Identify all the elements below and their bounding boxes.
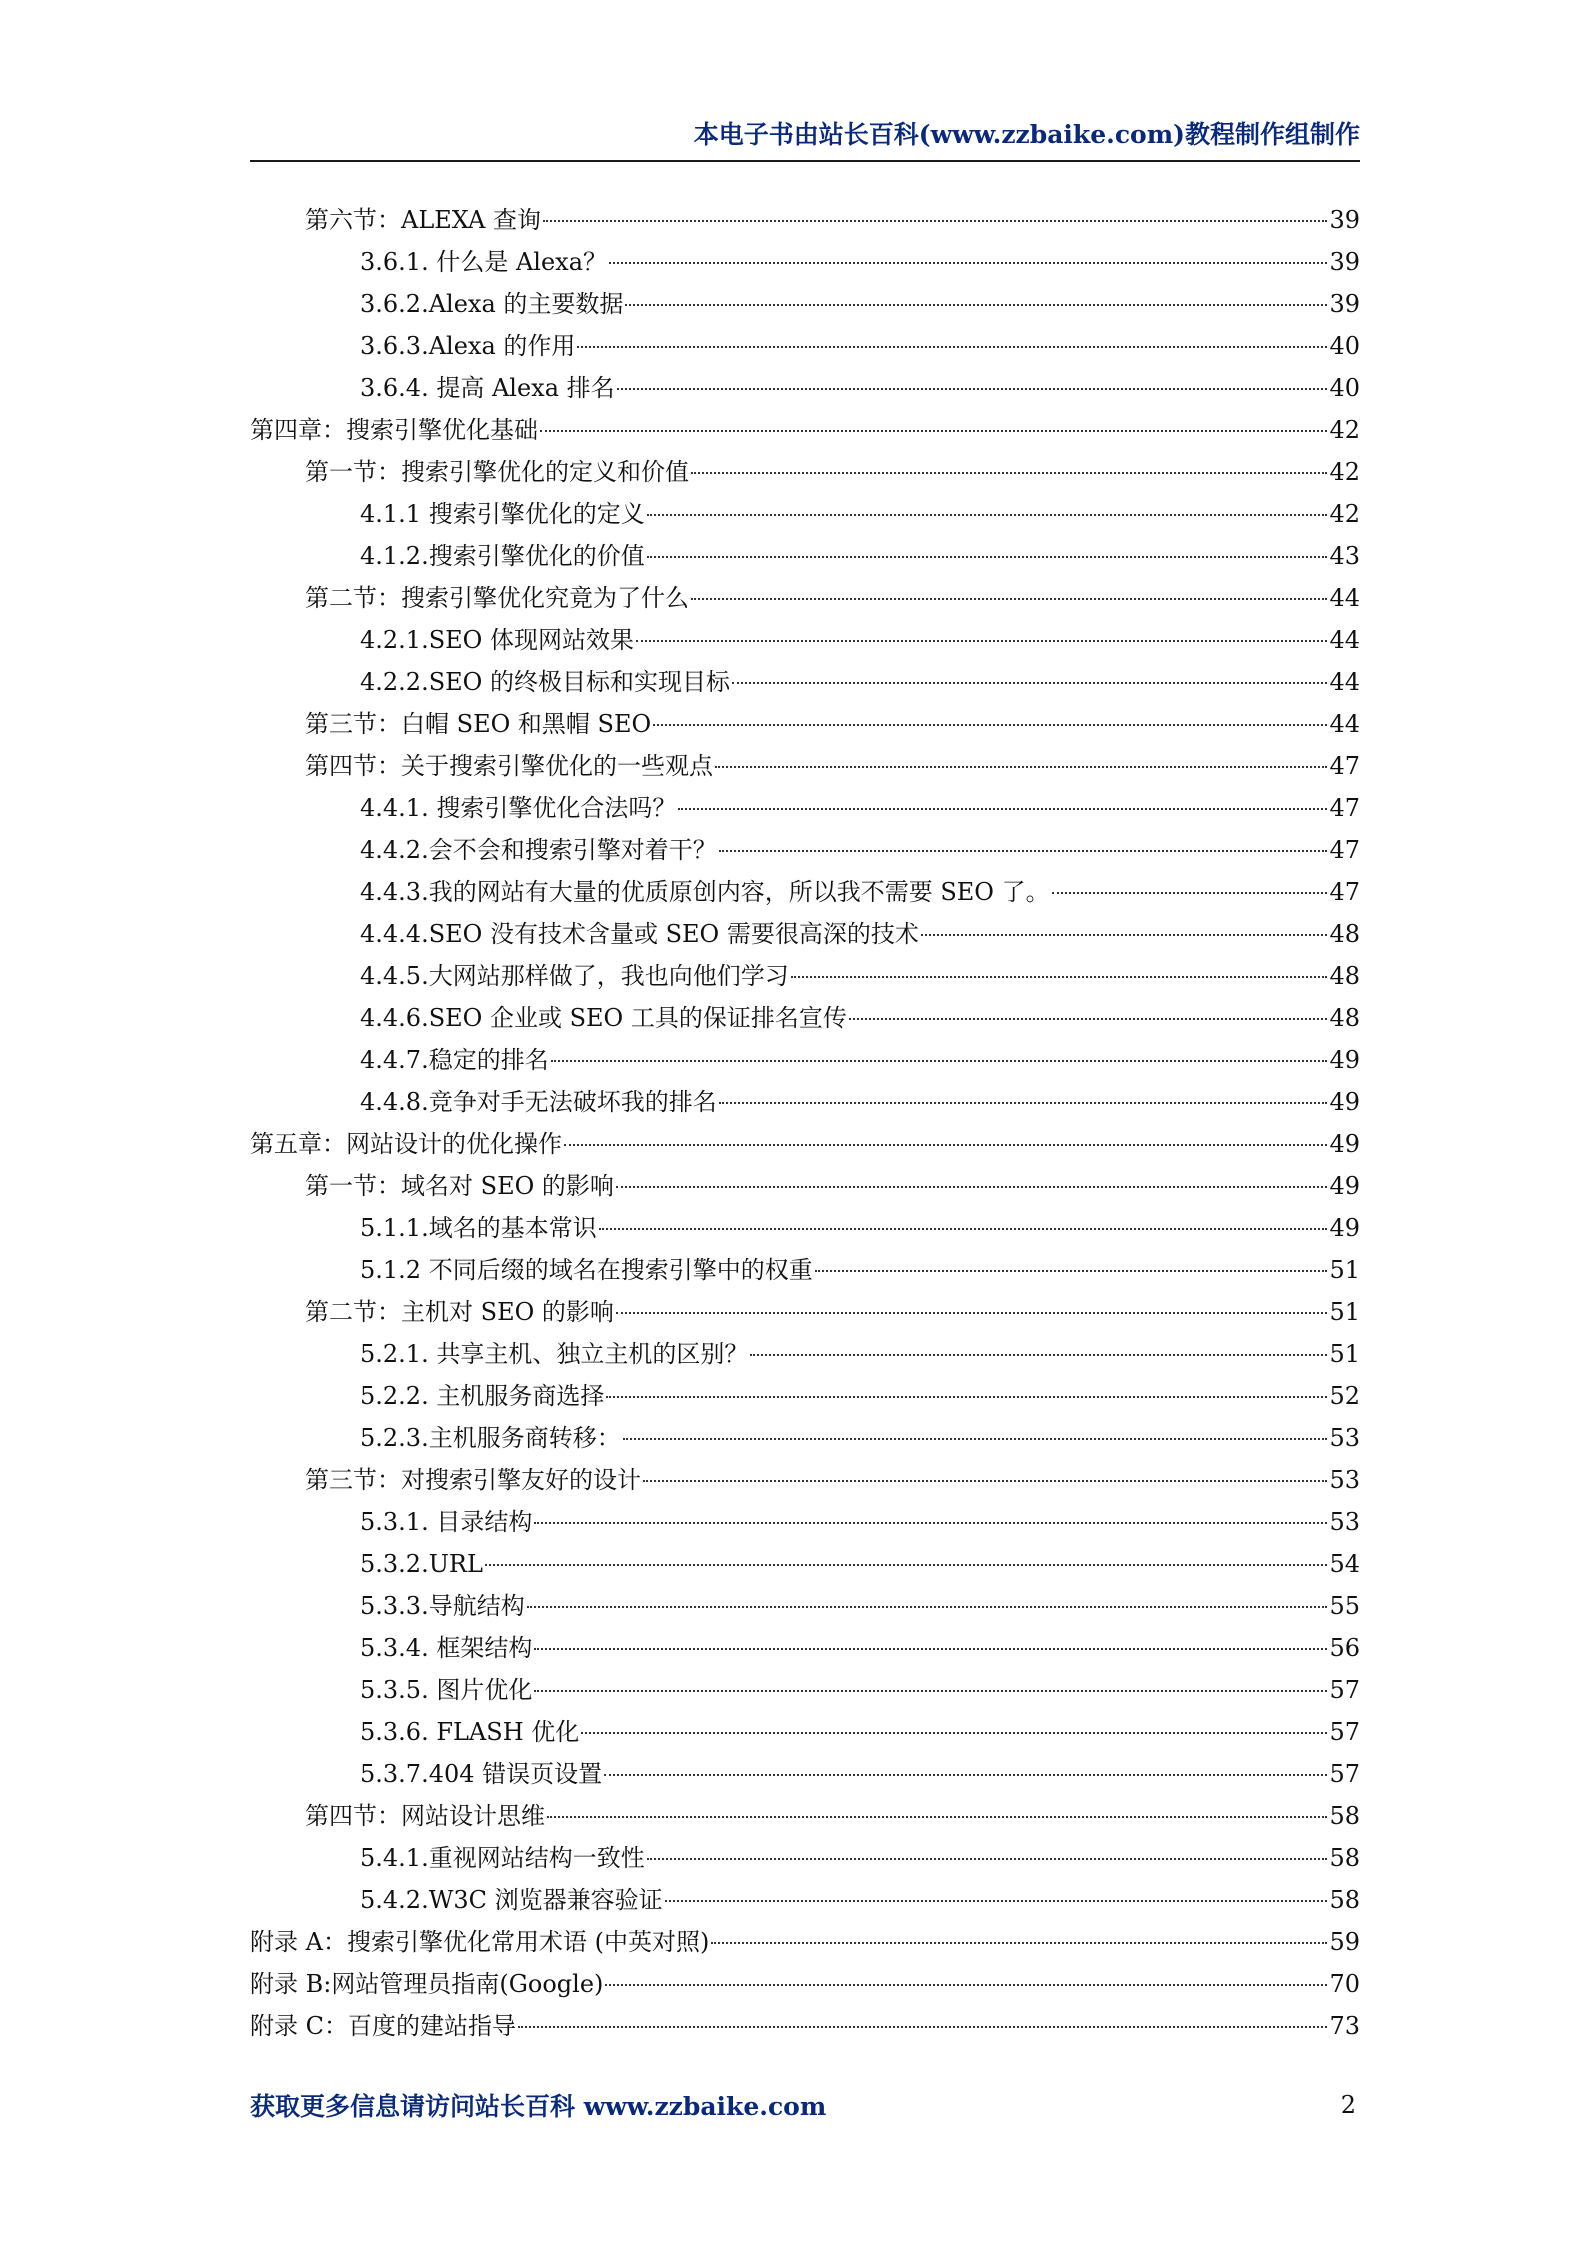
toc-entry-page: 57 [1329, 1718, 1360, 1746]
toc-dot-leader [617, 388, 1328, 390]
header-text: 本电子书由站长百科(www.zzbaike.com)教程制作组制作 [693, 120, 1360, 149]
toc-dot-leader [577, 346, 1327, 348]
toc-entry-title: 5.1.1.域名的基本常识 [360, 1214, 597, 1242]
toc-entry-page: 53 [1329, 1466, 1360, 1494]
toc-entry-title: 第四节：网站设计思维 [305, 1802, 545, 1830]
toc-dot-leader [643, 1480, 1327, 1482]
toc-entry[interactable] [250, 241, 1360, 283]
toc-dot-leader [605, 1984, 1327, 1986]
toc-dot-leader [551, 1060, 1328, 1062]
toc-entry-title: 5.3.3.导航结构 [360, 1592, 525, 1620]
toc-entry-title: 4.4.6.SEO 企业或 SEO 工具的保证排名宣传 [360, 1004, 847, 1032]
toc-entry[interactable] [250, 1249, 1360, 1291]
toc-entry-page: 49 [1329, 1214, 1360, 1242]
toc-entry-title: 第六节：ALEXA 查询 [305, 206, 541, 234]
toc-entry[interactable] [250, 1375, 1360, 1417]
toc-entry[interactable] [250, 619, 1360, 661]
toc-entry-title: 附录 C：百度的建站指导 [250, 2012, 516, 2040]
toc-entry[interactable] [250, 409, 1360, 451]
toc-dot-leader [534, 1648, 1327, 1650]
toc-entry-page: 47 [1329, 836, 1360, 864]
table-of-contents [250, 199, 1360, 2047]
toc-entry-page: 47 [1329, 794, 1360, 822]
toc-entry[interactable] [250, 1039, 1360, 1081]
toc-dot-leader [518, 2026, 1327, 2028]
toc-entry-page: 48 [1329, 920, 1360, 948]
toc-entry-page: 44 [1329, 626, 1360, 654]
toc-entry[interactable] [250, 283, 1360, 325]
toc-entry-title: 5.3.1. 目录结构 [360, 1508, 533, 1536]
toc-entry-page: 39 [1329, 248, 1360, 276]
toc-entry-title: 第一节：域名对 SEO 的影响 [305, 1172, 614, 1200]
toc-dot-leader [616, 1312, 1328, 1314]
toc-entry-title: 3.6.2.Alexa 的主要数据 [360, 290, 624, 318]
toc-entry-page: 54 [1329, 1550, 1360, 1578]
toc-entry-title: 5.2.2. 主机服务商选择 [360, 1382, 605, 1410]
toc-entry-title: 5.3.2.URL [360, 1550, 483, 1578]
toc-entry-page: 42 [1329, 416, 1360, 444]
toc-entry[interactable] [250, 1585, 1360, 1627]
toc-entry[interactable] [250, 367, 1360, 409]
toc-entry[interactable] [250, 1207, 1360, 1249]
toc-dot-leader [599, 1228, 1328, 1230]
toc-dot-leader [647, 514, 1328, 516]
toc-entry[interactable] [250, 577, 1360, 619]
toc-entry-page: 53 [1329, 1508, 1360, 1536]
toc-entry[interactable] [250, 1333, 1360, 1375]
toc-dot-leader [750, 1354, 1327, 1356]
toc-entry[interactable] [250, 1627, 1360, 1669]
toc-entry-page: 42 [1329, 458, 1360, 486]
toc-entry[interactable] [250, 1795, 1360, 1837]
toc-dot-leader [849, 1018, 1328, 1020]
toc-dot-leader [647, 556, 1328, 558]
toc-dot-leader [1052, 892, 1328, 894]
toc-entry-page: 47 [1329, 878, 1360, 906]
toc-entry-title: 4.4.2.会不会和搜索引擎对着干？ [360, 836, 717, 864]
toc-entry[interactable] [250, 1921, 1360, 1963]
toc-entry-page: 40 [1329, 374, 1360, 402]
toc-entry-title: 5.2.1. 共享主机、独立主机的区别？ [360, 1340, 749, 1368]
toc-entry-title: 5.4.1.重视网站结构一致性 [360, 1844, 645, 1872]
toc-entry[interactable] [250, 2005, 1360, 2047]
toc-entry-title: 第三节：白帽 SEO 和黑帽 SEO [305, 710, 652, 738]
toc-dot-leader [609, 262, 1327, 264]
toc-entry-page: 53 [1329, 1424, 1360, 1452]
page-number: 2 [1340, 2091, 1356, 2119]
toc-entry-title: 5.3.6. FLASH 优化 [360, 1718, 580, 1746]
toc-entry[interactable] [250, 1669, 1360, 1711]
toc-entry-page: 70 [1329, 1970, 1360, 1998]
toc-entry[interactable] [250, 1543, 1360, 1585]
toc-dot-leader [606, 1396, 1327, 1398]
toc-entry[interactable] [250, 703, 1360, 745]
toc-entry-title: 第二节：搜索引擎优化究竟为了什么 [305, 584, 689, 612]
toc-dot-leader [665, 1900, 1328, 1902]
toc-entry-page: 40 [1329, 332, 1360, 360]
toc-entry-page: 51 [1329, 1340, 1360, 1368]
toc-dot-leader [653, 724, 1327, 726]
toc-entry-page: 58 [1329, 1844, 1360, 1872]
toc-entry[interactable] [250, 1753, 1360, 1795]
toc-entry[interactable] [250, 1963, 1360, 2005]
toc-dot-leader [616, 1186, 1328, 1188]
toc-dot-leader [815, 1270, 1328, 1272]
toc-entry-page: 39 [1329, 290, 1360, 318]
toc-entry-title: 4.4.4.SEO 没有技术含量或 SEO 需要很高深的技术 [360, 920, 919, 948]
toc-entry-page: 51 [1329, 1256, 1360, 1284]
toc-entry[interactable] [250, 871, 1360, 913]
toc-dot-leader [625, 304, 1327, 306]
toc-entry-title: 4.2.1.SEO 体现网站效果 [360, 626, 634, 654]
toc-entry-page: 49 [1329, 1172, 1360, 1200]
toc-entry[interactable] [250, 913, 1360, 955]
page-header [250, 120, 1360, 162]
toc-entry[interactable] [250, 787, 1360, 829]
toc-entry-title: 5.3.5. 图片优化 [360, 1676, 533, 1704]
toc-entry-title: 4.4.7.稳定的排名 [360, 1046, 549, 1074]
toc-entry-title: 3.6.3.Alexa 的作用 [360, 332, 576, 360]
toc-entry-page: 49 [1329, 1088, 1360, 1116]
toc-dot-leader [732, 682, 1327, 684]
toc-entry-title: 4.1.2.搜索引擎优化的价值 [360, 542, 645, 570]
toc-dot-leader [791, 976, 1328, 978]
toc-entry-page: 44 [1329, 710, 1360, 738]
toc-dot-leader [691, 472, 1327, 474]
toc-entry-page: 58 [1329, 1802, 1360, 1830]
toc-entry-title: 附录 B:网站管理员指南(Google) [250, 1970, 604, 1998]
toc-dot-leader [636, 640, 1327, 642]
toc-entry-page: 55 [1329, 1592, 1360, 1620]
toc-entry[interactable] [250, 1879, 1360, 1921]
toc-dot-leader [527, 1606, 1328, 1608]
toc-entry-page: 44 [1329, 668, 1360, 696]
toc-entry-page: 48 [1329, 1004, 1360, 1032]
toc-entry-title: 4.4.5.大网站那样做了，我也向他们学习 [360, 962, 789, 990]
toc-entry-page: 39 [1329, 206, 1360, 234]
toc-dot-leader [564, 1144, 1327, 1146]
toc-entry-title: 4.4.3.我的网站有大量的优质原创内容，所以我不需要 SEO 了。 [360, 878, 1050, 906]
toc-dot-leader [647, 1858, 1328, 1860]
toc-dot-leader [485, 1564, 1328, 1566]
toc-entry[interactable] [250, 1081, 1360, 1123]
toc-dot-leader [719, 1102, 1328, 1104]
toc-dot-leader [623, 1438, 1328, 1440]
toc-dot-leader [547, 1816, 1327, 1818]
toc-entry-page: 44 [1329, 584, 1360, 612]
toc-entry-page: 56 [1329, 1634, 1360, 1662]
toc-entry-page: 57 [1329, 1760, 1360, 1788]
toc-entry[interactable] [250, 745, 1360, 787]
toc-entry-title: 5.3.7.404 错误页设置 [360, 1760, 603, 1788]
toc-entry[interactable] [250, 451, 1360, 493]
toc-dot-leader [543, 220, 1327, 222]
toc-entry-page: 73 [1329, 2012, 1360, 2040]
toc-entry[interactable] [250, 1291, 1360, 1333]
toc-entry-title: 5.4.2.W3C 浏览器兼容验证 [360, 1886, 663, 1914]
toc-dot-leader [719, 850, 1328, 852]
toc-entry[interactable] [250, 1459, 1360, 1501]
toc-entry-page: 43 [1329, 542, 1360, 570]
toc-entry-title: 第二节：主机对 SEO 的影响 [305, 1298, 614, 1326]
toc-entry[interactable] [250, 535, 1360, 577]
toc-dot-leader [691, 598, 1327, 600]
toc-entry[interactable] [250, 1837, 1360, 1879]
toc-dot-leader [534, 1690, 1327, 1692]
toc-entry[interactable] [250, 1711, 1360, 1753]
toc-entry-title: 附录 A：搜索引擎优化常用术语 (中英对照) [250, 1928, 710, 1956]
toc-entry-page: 58 [1329, 1886, 1360, 1914]
toc-entry-title: 4.4.8.竞争对手无法破坏我的排名 [360, 1088, 717, 1116]
toc-entry-title: 3.6.1. 什么是 Alexa？ [360, 248, 608, 276]
toc-entry-page: 57 [1329, 1676, 1360, 1704]
toc-dot-leader [540, 430, 1327, 432]
toc-entry-title: 3.6.4. 提高 Alexa 排名 [360, 374, 615, 402]
toc-entry-page: 42 [1329, 500, 1360, 528]
toc-entry-page: 52 [1329, 1382, 1360, 1410]
toc-dot-leader [715, 766, 1327, 768]
toc-entry-page: 59 [1329, 1928, 1360, 1956]
footer-link[interactable]: 获取更多信息请访问站长百科 www.zzbaike.com [250, 2092, 827, 2121]
toc-entry[interactable] [250, 1501, 1360, 1543]
toc-entry-page: 51 [1329, 1298, 1360, 1326]
toc-dot-leader [678, 808, 1327, 810]
toc-entry[interactable] [250, 1123, 1360, 1165]
toc-entry[interactable] [250, 1165, 1360, 1207]
toc-entry-title: 4.1.1 搜索引擎优化的定义 [360, 500, 645, 528]
toc-entry-title: 第四节：关于搜索引擎优化的一些观点 [305, 752, 713, 780]
toc-entry[interactable] [250, 493, 1360, 535]
toc-entry-title: 第四章：搜索引擎优化基础 [250, 416, 538, 444]
toc-entry-page: 49 [1329, 1046, 1360, 1074]
toc-dot-leader [581, 1732, 1327, 1734]
toc-dot-leader [921, 934, 1328, 936]
toc-entry-page: 47 [1329, 752, 1360, 780]
toc-entry-title: 5.3.4. 框架结构 [360, 1634, 533, 1662]
toc-entry-title: 第五章：网站设计的优化操作 [250, 1130, 562, 1158]
toc-entry[interactable] [250, 829, 1360, 871]
toc-entry-page: 49 [1329, 1130, 1360, 1158]
toc-entry-title: 5.2.3.主机服务商转移： [360, 1424, 621, 1452]
toc-entry-page: 48 [1329, 962, 1360, 990]
toc-entry[interactable] [250, 955, 1360, 997]
toc-entry[interactable] [250, 997, 1360, 1039]
toc-entry-title: 第三节：对搜索引擎友好的设计 [305, 1466, 641, 1494]
toc-entry-title: 4.4.1. 搜索引擎优化合法吗？ [360, 794, 677, 822]
toc-entry[interactable] [250, 325, 1360, 367]
toc-entry-title: 第一节：搜索引擎优化的定义和价值 [305, 458, 689, 486]
toc-dot-leader [711, 1942, 1327, 1944]
toc-entry[interactable] [250, 1417, 1360, 1459]
toc-dot-leader [604, 1774, 1327, 1776]
toc-entry[interactable] [250, 661, 1360, 703]
toc-entry-title: 5.1.2 不同后缀的域名在搜索引擎中的权重 [360, 1256, 813, 1284]
toc-entry-title: 4.2.2.SEO 的终极目标和实现目标 [360, 668, 730, 696]
toc-entry[interactable] [250, 199, 1360, 241]
toc-dot-leader [534, 1522, 1327, 1524]
